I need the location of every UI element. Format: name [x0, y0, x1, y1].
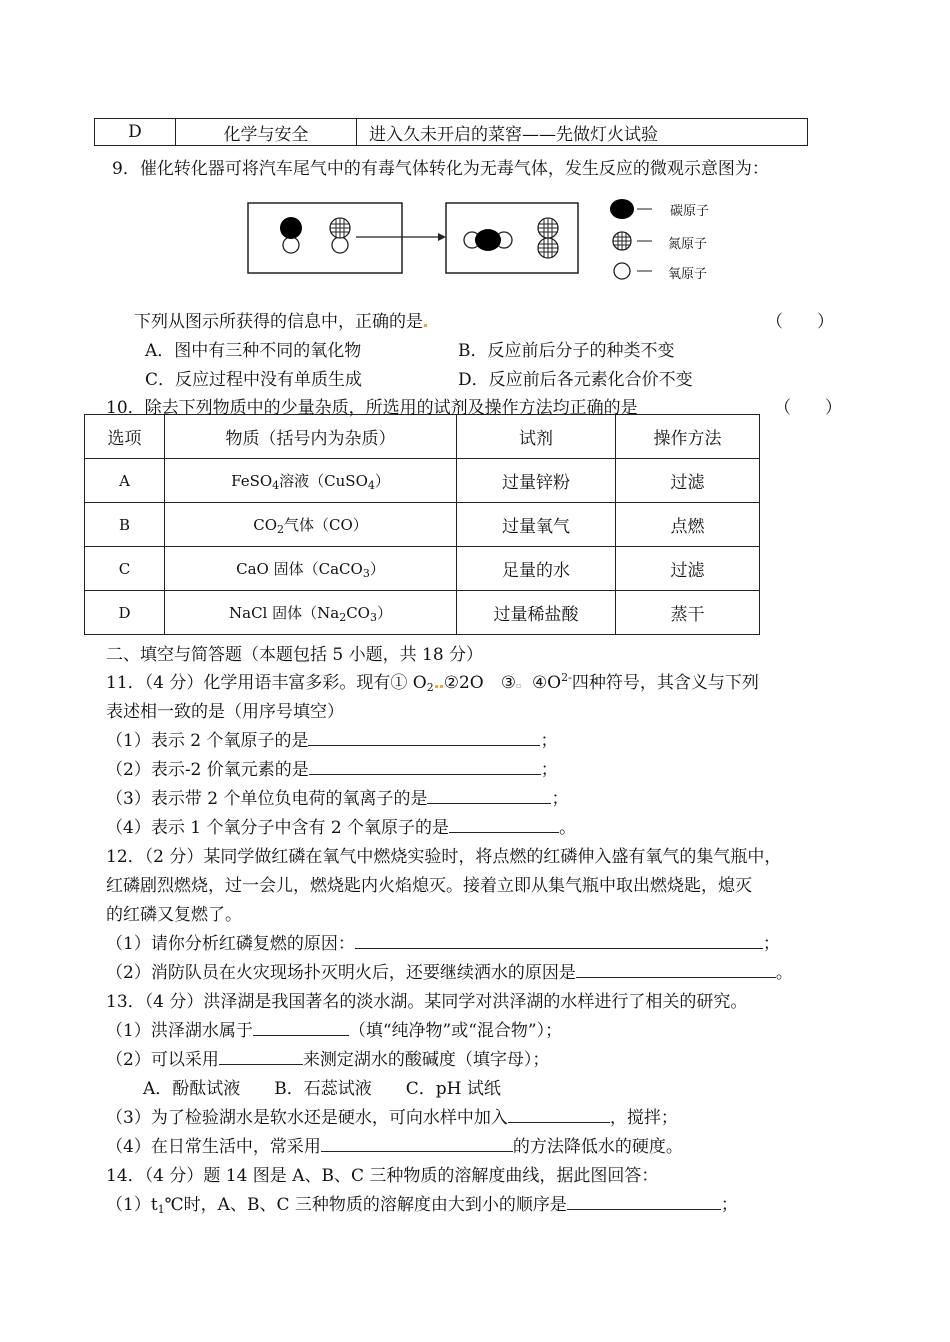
- q11-item4: （4）表示 1 个氧分子中含有 2 个氧原子的是 。: [106, 818, 577, 838]
- q12-line1: 12．（2 分）某同学做红磷在氧气中燃烧实验时，将点燃的红磷伸入盛有氧气的集气瓶中，: [106, 847, 782, 867]
- legend-nitrogen: 氮原子: [668, 237, 708, 252]
- header-substance: 物质（括号内为杂质）: [165, 415, 457, 459]
- legend-oxygen: 氧原子: [668, 267, 708, 282]
- table-row: [85, 547, 760, 591]
- answer-blank[interactable]: [309, 758, 541, 775]
- answer-blank[interactable]: [508, 1106, 610, 1123]
- row-reagent: 过量氧气: [457, 503, 616, 547]
- row-option: B: [85, 503, 165, 547]
- header-method: 操作方法: [616, 415, 760, 459]
- answer-blank[interactable]: [308, 729, 540, 746]
- header-option: 选项: [85, 415, 165, 459]
- nitrogen-atom-icon: [330, 218, 350, 238]
- header-reagent: 试剂: [457, 415, 616, 459]
- row-reagent: 过量稀盐酸: [457, 591, 616, 635]
- row-reagent: 足量的水: [457, 547, 616, 591]
- answer-blank[interactable]: [567, 1193, 721, 1210]
- q11-item3: （3）表示带 2 个单位负电荷的氧离子的是 ；: [106, 789, 569, 809]
- row-substance: NaCl 固体$(Na_2CO_3)$: [165, 591, 457, 635]
- q12-item2: （2）消防队员在火灾现场扑灭明火后，还要继续洒水的原因是 。: [106, 963, 793, 983]
- row-substance: CaO 固体（CaCO$_3$）: [165, 547, 457, 591]
- q13-item1: （1）洪泽湖水属于 （填“纯净物”或“混合物”）；: [106, 1021, 563, 1041]
- q12-line2: 红磷剧烈燃烧，过一会儿，燃烧匙内火焰熄灭。接着立即从集气瓶中取出燃烧匙，熄灭: [106, 876, 752, 896]
- row-content: 进入久未开启的菜窖——先做灯火试验: [357, 119, 808, 146]
- oxygen-legend-icon: [614, 263, 630, 279]
- answer-blank[interactable]: [219, 1048, 303, 1065]
- row-option: D: [95, 119, 176, 146]
- answer-blank[interactable]: [576, 961, 776, 978]
- q11-item1: （1）表示 2 个氧原子的是 ；: [106, 731, 558, 751]
- row-method: 点燃: [616, 503, 760, 547]
- q11-item2: （2）表示-2 价氧元素的是 ；: [106, 760, 558, 780]
- legend-carbon: 碳原子: [670, 204, 710, 219]
- nitrogen-legend-icon: [613, 232, 631, 250]
- q11-line1: 11．（4 分）化学用语丰富多彩。现有① $O_2$ ②2O ③▫ $④O^{2-}$四种符号，其含义与下列: [106, 671, 759, 694]
- q13-item3: （3）为了检验湖水是软水还是硬水，可向水样中加入 ，搅拌；: [106, 1108, 678, 1128]
- q9-option-c: C．反应过程中没有单质生成: [145, 370, 363, 390]
- q9-stem: 9．催化转化器可将汽车尾气中的有毒气体转化为无毒气体，发生反应的微观示意图为：: [112, 159, 769, 179]
- section-heading: 二、填空与简答题（本题包括 5 小题，共 18 分）: [106, 645, 484, 665]
- carbon-legend-icon: [610, 199, 634, 219]
- row-method: 过滤: [616, 459, 760, 503]
- row-method: 蒸干: [616, 591, 760, 635]
- q13-options: A．酚酞试液 B．石蕊试液 C．pH 试纸: [143, 1079, 501, 1099]
- q13-item2: （2）可以采用 来测定湖水的酸碱度（填字母）；: [106, 1050, 550, 1070]
- row-substance: FeSO$_4$溶液（CuSO$_4$）: [165, 459, 457, 503]
- row-topic: 化学与安全: [176, 119, 357, 146]
- answer-blank[interactable]: [355, 932, 763, 949]
- table-header-row: [85, 415, 760, 459]
- table-row: [85, 503, 760, 547]
- reaction-diagram: [240, 190, 730, 285]
- q13-item4: （4）在日常生活中，常采用 的方法降低水的硬度。: [106, 1137, 683, 1157]
- q14-item1: $(1)t_1℃$时，A、B、C 三种物质的溶解度由大到小的顺序是 ；: [106, 1195, 738, 1216]
- answer-blank[interactable]: [449, 816, 559, 833]
- q9-option-a: A．图中有三种不同的氧化物: [145, 341, 362, 361]
- answer-blank[interactable]: [427, 787, 551, 804]
- q10-answer-paren: （ ）: [774, 398, 842, 418]
- q10-table: [84, 414, 760, 635]
- q12-item1: （1）请你分析红磷复燃的原因： ；: [106, 934, 780, 954]
- q9-option-d: D．反应前后各元素化合价不变: [458, 370, 693, 390]
- nitrogen-molecule-icon: [538, 218, 558, 258]
- q12-line3: 的红磷又复燃了。: [106, 905, 242, 925]
- row-substance: $CO_2$气体（CO）: [165, 503, 457, 547]
- safety-table-row: [94, 118, 808, 146]
- row-option: C: [85, 547, 165, 591]
- q13-stem: 13．（4 分）洪泽湖是我国著名的淡水湖。某同学对洪泽湖的水样进行了相关的研究。: [106, 992, 748, 1012]
- q9-prompt: 下列从图示所获得的信息中，正确的是: [134, 307, 428, 332]
- q11-line2: 表述相一致的是（用序号填空）: [106, 702, 344, 722]
- row-reagent: 过量锌粉: [457, 459, 616, 503]
- answer-blank[interactable]: [321, 1135, 513, 1152]
- row-method: 过滤: [616, 547, 760, 591]
- table-row: [85, 591, 760, 635]
- answer-blank[interactable]: [253, 1019, 349, 1036]
- q9-answer-paren: （ ）: [766, 312, 834, 332]
- row-option: D: [85, 591, 165, 635]
- symbol-icon: ▫: [515, 681, 522, 690]
- q10-stem: 10．除去下列物质中的少量杂质，所选用的试剂及操作方法均正确的是: [106, 398, 638, 418]
- q14-stem: 14．（4 分）题 14 图是 A、B、C 三种物质的溶解度曲线，据此图回答：: [106, 1166, 659, 1186]
- table-row: [85, 459, 760, 503]
- row-option: A: [85, 459, 165, 503]
- q9-option-b: B．反应前后分子的种类不变: [458, 341, 675, 361]
